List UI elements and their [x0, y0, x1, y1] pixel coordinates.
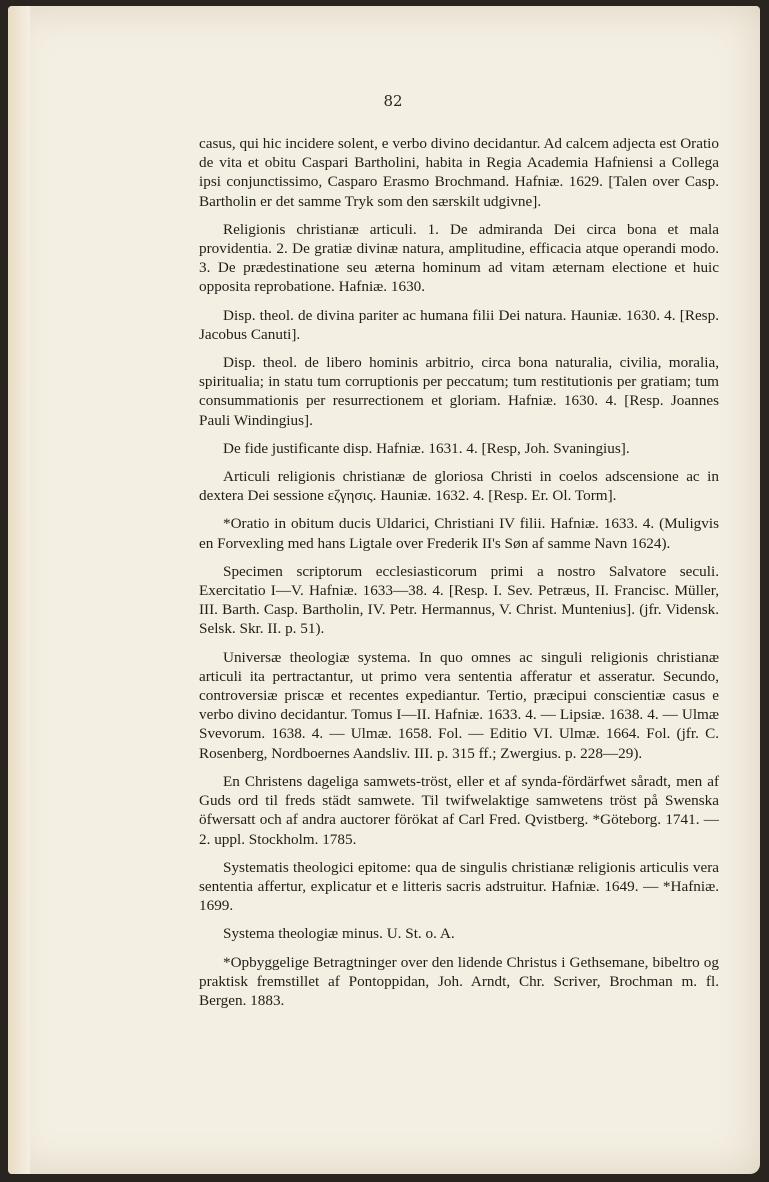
entry-systematis-epitome: Systematis theologici epitome: qua de singulis christianæ religionis articulis vera sententia affertur, explicatur et e litteris sacris adstruitur. Hafniæ. 1649. — *Hafniæ. 1699.: [199, 858, 719, 915]
entry-universae-theologiae: Universæ theologiæ systema. In quo omnes ac singuli religionis christianæ articuli ita pertractantur, ut primo vera sententia afferatur et asseratur. Secundo, controversiæ priscæ et recentes expediantur. Tertio, præcipui conscientiæ casus e verbo divino decidantur. Tomus I—II. Hafniæ. 1633. 4. — Lipsiæ. 1638. 4. — Ulmæ Svevorum. 1638. 4. — Ulmæ. 1658. Fol. — Editio VI. Ulmæ. 1664. Fol. (jfr. C. Rosenberg, Nordboernes Aandsliv. III. p. 315 ff.; Zwergius. p. 228—29).: [199, 648, 719, 762]
page-binding-edge: [8, 6, 30, 1174]
page-number: 82: [383, 92, 403, 110]
entry-continuation: casus, qui hic incidere solent, e verbo divino decidantur. Ad calcem adjecta est Oratio de vita et obitu Caspari Bartholini, habita in Regia Academia Hafniensi a Collega ipsi conjunctissimo, Casparo Erasmo Brochmand. Hafniæ. 1629. [Talen over Casp. Bartholin er det samme Tryk som den særskilt udgivne].: [199, 135, 719, 210]
entry-disp-divina-natura: Disp. theol. de divina pariter ac humana filii Dei natura. Hauniæ. 1630. 4. [Resp. Jacobus Canuti].: [199, 306, 719, 343]
entry-religionis-articuli: Religionis christianæ articuli. 1. De admiranda Dei circa bona et mala providentia. 2. De gratiæ divinæ natura, amplitudine, efficacia atque operandi modo. 3. De prædestinatione seu æterna hominum ad vitam æternam electione et huic opposita reprobatione. Hafniæ. 1630.: [199, 220, 719, 296]
document-page: [8, 6, 760, 1174]
entry-articuli-adscensione: Articuli religionis christianæ de gloriosa Christi in coelos adscensione ac in dextera Dei sessione εζγησις. Hauniæ. 1632. 4. [Resp. Er. Ol. Torm].: [199, 468, 719, 505]
entry-christens-trost: En Christens dageliga samwets-tröst, eller et af synda-fördärfwet såradt, men af Guds ord til freds städt samwete. Til twifwelaktige samwetens tröst på Swenska öfwersatt och af andra auctorer förökat af Carl Fred. Qvistberg. *Göteborg. 1741. — 2. uppl. Stockholm. 1785.: [199, 772, 719, 848]
body-text: [199, 134, 719, 1019]
entry-specimen-scriptorum: Specimen scriptorum ecclesiasticorum primi a nostro Salvatore seculi. Exercitatio I—V. Hafniæ. 1633—38. 4. [Resp. I. Sev. Petræus, II. Francisc. Müller, III. Barth. Casp. Bartholin, IV. Petr. Hermannus, V. Christ. Muntenius]. (jfr. Vidensk. Selsk. Skr. II. p. 51).: [199, 562, 719, 638]
entry-opbyggelige-betragtninger: *Opbyggelige Betragtninger over den lidende Christus i Gethsemane, bibeltro og praktisk fremstillet af Pontoppidan, Joh. Arndt, Chr. Scriver, Brochman m. fl. Bergen. 1883.: [199, 953, 719, 1009]
entry-systema-minus: Systema theologiæ minus. U. St. o. A.: [223, 925, 455, 943]
entry-fide-justificante: De fide justificante disp. Hafniæ. 1631. 4. [Resp, Joh. Svaningius].: [223, 439, 630, 457]
entry-disp-libero-arbitrio: Disp. theol. de libero hominis arbitrio, circa bona naturalia, civilia, moralia, spiritualia; in statu tum corruptionis per peccatum; tum restitutionis per gratiam; tum consummationis per resurrectionem et gloriam. Hafniæ. 1630. 4. [Resp. Joannes Pauli Windingius].: [199, 354, 719, 429]
entry-oratio-uldarici: *Oratio in obitum ducis Uldarici, Christiani IV filii. Hafniæ. 1633. 4. (Muligvis en Forvexling med hans Ligtale over Frederik II's Søn af samme Navn 1624).: [199, 515, 719, 552]
